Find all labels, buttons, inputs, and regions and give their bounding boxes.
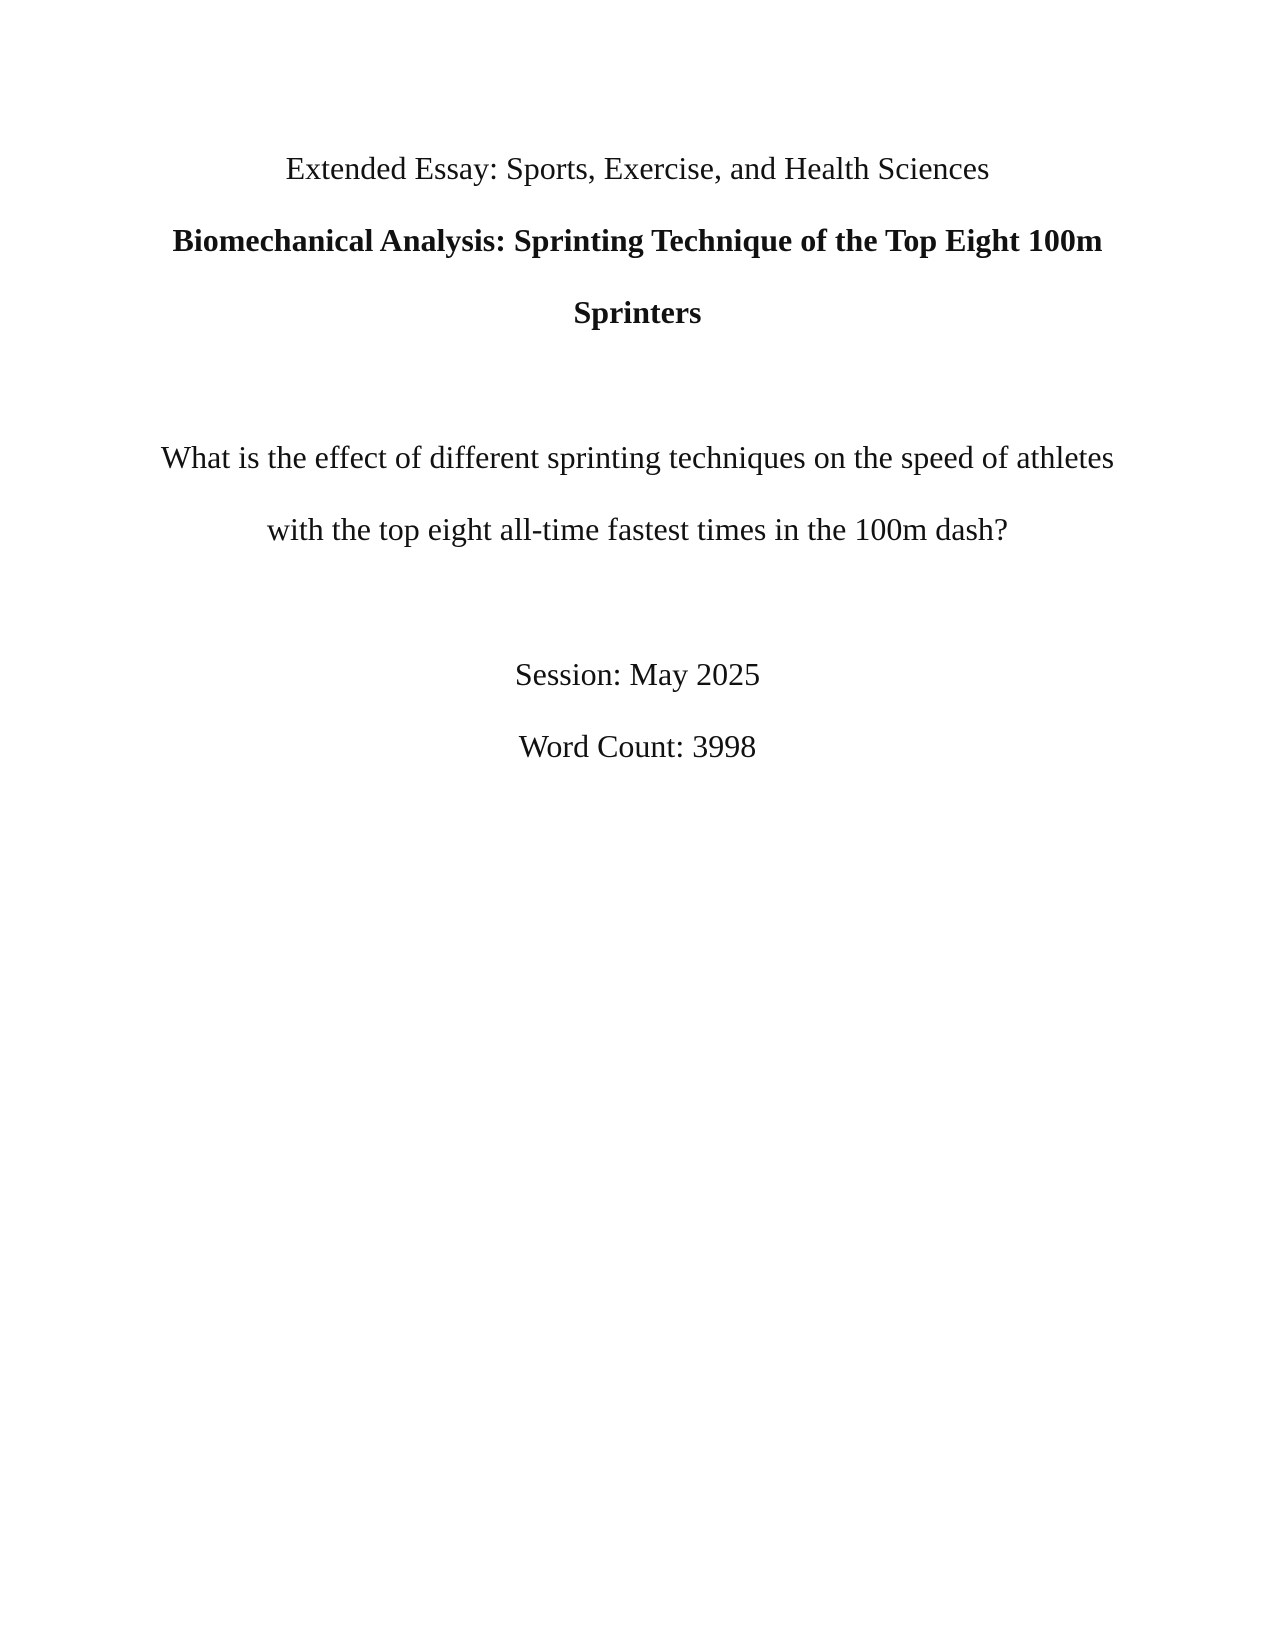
- essay-type-heading: Extended Essay: Sports, Exercise, and Health Sciences: [285, 150, 990, 186]
- essay-title-line-2: Sprinters: [573, 294, 702, 330]
- word-count: Word Count: 3998: [518, 728, 757, 764]
- essay-title-line-1: Biomechanical Analysis: Sprinting Technique of the Top Eight 100m: [172, 222, 1103, 258]
- session-info: Session: May 2025: [514, 656, 761, 692]
- research-question-line-2: with the top eight all-time fastest times in the 100m dash?: [266, 511, 1009, 547]
- research-question-line-1: What is the effect of different sprinting techniques on the speed of athletes: [160, 439, 1115, 475]
